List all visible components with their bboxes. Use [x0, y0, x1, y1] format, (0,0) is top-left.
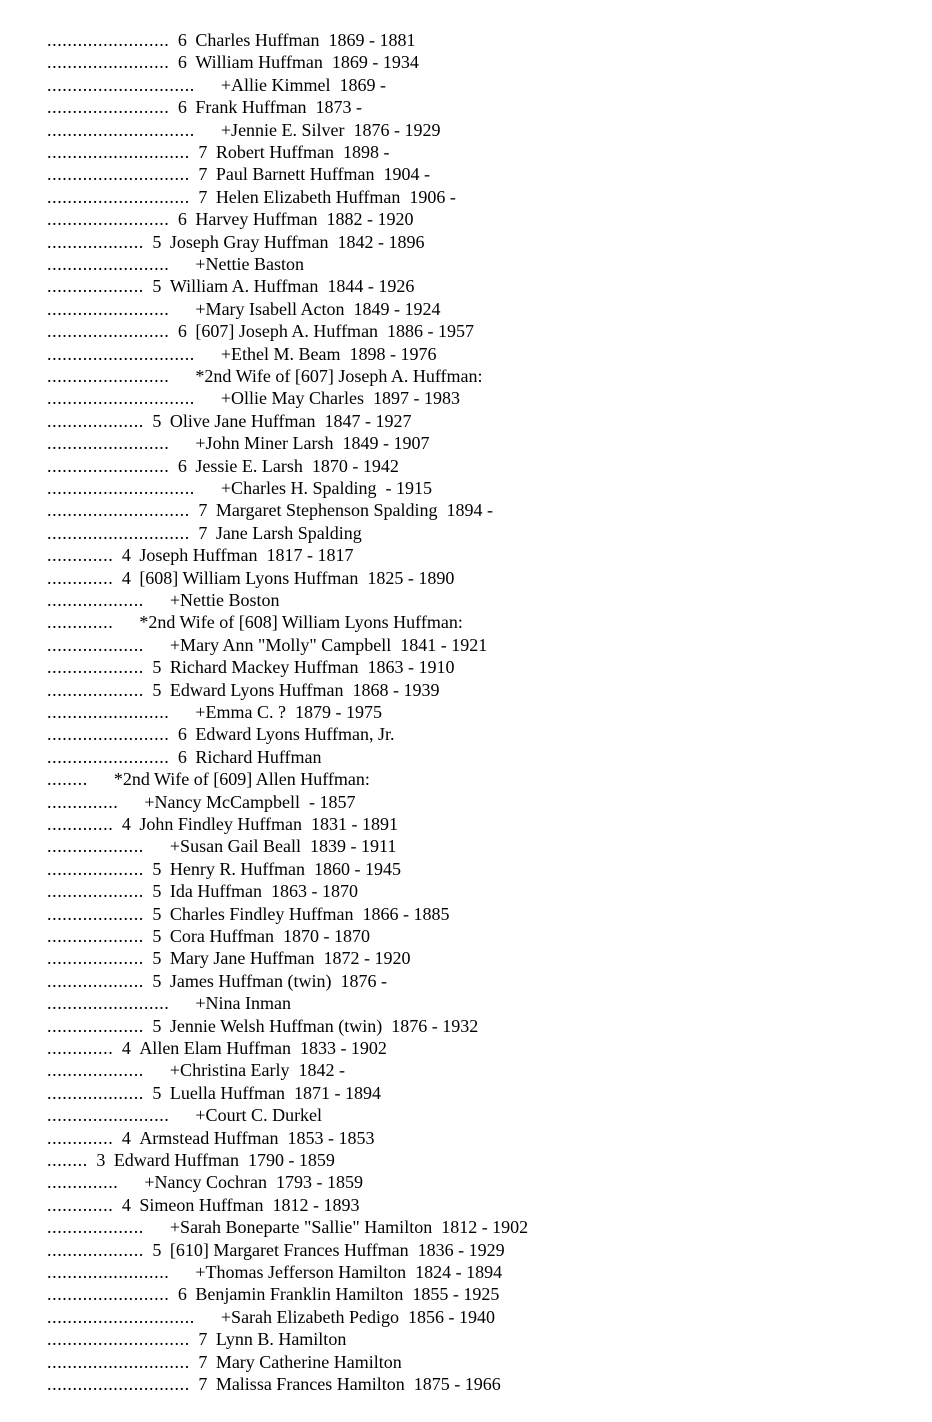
generation-number: 6: [177, 97, 187, 118]
leader-dots: ..............: [47, 1172, 119, 1193]
leader-dots: ...................: [47, 1217, 144, 1238]
spouse-entry: +Ollie May Charles 1897 - 1983: [220, 388, 461, 409]
leader-dots: ...................: [47, 679, 144, 700]
person-entry: John Findley Huffman 1831 - 1891: [139, 814, 398, 834]
generation-number: 5: [152, 948, 162, 969]
report-line: [47, 723, 395, 745]
report-line: [47, 1037, 387, 1059]
generation-number: 6: [177, 1284, 187, 1305]
report-line: [47, 903, 450, 925]
generation-number: 4: [121, 1194, 131, 1215]
report-line: [47, 1283, 499, 1305]
report-line: [47, 835, 396, 857]
spouse-entry: +Ethel M. Beam 1898 - 1976: [220, 343, 437, 364]
leader-dots: ............................: [47, 186, 190, 207]
report-line: [47, 522, 362, 544]
report-line: [47, 275, 414, 297]
leader-dots: .............................: [47, 1306, 195, 1327]
leader-dots: ........: [47, 1150, 88, 1170]
person-entry: Benjamin Franklin Hamilton 1855 - 1925: [195, 1284, 500, 1305]
spouse-entry: +Allie Kimmel 1869 -: [220, 74, 387, 95]
leader-dots: ........................: [47, 52, 170, 73]
report-line: [47, 947, 411, 969]
leader-dots: ...................: [47, 970, 144, 991]
person-entry: Henry R. Huffman 1860 - 1945: [169, 858, 402, 879]
person-entry: Richard Mackey Huffman 1863 - 1910: [169, 657, 455, 678]
leader-dots: .............................: [47, 388, 195, 409]
report-line: [47, 1351, 402, 1373]
person-entry: [608] William Lyons Huffman 1825 - 1890: [139, 567, 455, 588]
generation-number: 5: [152, 858, 162, 879]
additional-spouse-note: *2nd Wife of [608] William Lyons Huffman:: [139, 612, 463, 633]
report-line: [47, 611, 463, 633]
leader-dots: ...................: [47, 903, 144, 924]
report-line: [47, 992, 291, 1014]
leader-dots: ...................: [47, 858, 144, 879]
leader-dots: ........: [47, 769, 88, 790]
report-line: [47, 365, 482, 387]
leader-dots: .............................: [47, 119, 195, 140]
report-line: [47, 1127, 374, 1149]
person-entry: Helen Elizabeth Huffman 1906 -: [215, 186, 456, 207]
spouse-entry: +Emma C. ? 1879 - 1975: [195, 702, 383, 722]
person-entry: [610] Margaret Frances Huffman 1836 - 1929: [169, 1239, 505, 1260]
person-entry: Jennie Welsh Huffman (twin) 1876 - 1932: [169, 1015, 479, 1036]
leader-dots: ........................: [47, 746, 170, 767]
person-entry: Edward Huffman 1790 - 1859: [113, 1150, 335, 1170]
leader-dots: ...................: [47, 657, 144, 678]
person-entry: Edward Lyons Huffman, Jr.: [195, 724, 395, 745]
person-entry: Paul Barnett Huffman 1904 -: [215, 164, 430, 185]
person-entry: Mary Catherine Hamilton: [215, 1351, 402, 1372]
report-line: [47, 1216, 528, 1238]
report-line: [47, 1015, 478, 1037]
generation-number: 7: [198, 1374, 208, 1394]
leader-dots: ...................: [47, 948, 144, 969]
leader-dots: ............................: [47, 1351, 190, 1372]
generation-number: 5: [152, 276, 162, 297]
report-line: [47, 589, 280, 611]
person-entry: Simeon Huffman 1812 - 1893: [139, 1194, 360, 1215]
spouse-entry: +Thomas Jefferson Hamilton 1824 - 1894: [195, 1262, 503, 1282]
spouse-entry: +Christina Early 1842 -: [169, 1060, 346, 1081]
person-entry: William A. Huffman 1844 - 1926: [169, 276, 415, 297]
leader-dots: ........................: [47, 30, 170, 50]
generation-number: 5: [152, 903, 162, 924]
generation-number: 5: [152, 970, 162, 991]
report-line: [47, 634, 487, 656]
leader-dots: ...................: [47, 881, 144, 902]
report-line: [47, 1239, 505, 1261]
report-line: [47, 567, 454, 589]
report-line: [47, 656, 455, 678]
person-entry: Jane Larsh Spalding: [215, 522, 362, 543]
person-entry: Richard Huffman: [195, 746, 322, 767]
spouse-entry: +Nettie Boston: [169, 590, 280, 610]
generation-number: 5: [152, 1239, 162, 1260]
leader-dots: ........................: [47, 433, 170, 454]
report-line: [47, 186, 456, 208]
spouse-entry: +Mary Ann "Molly" Campbell 1841 - 1921: [169, 634, 488, 655]
person-entry: Frank Huffman 1873 -: [195, 97, 363, 118]
leader-dots: ...................: [47, 634, 144, 655]
generation-number: 4: [121, 1127, 131, 1148]
spouse-entry: +Nettie Baston: [195, 254, 305, 274]
leader-dots: ........................: [47, 724, 170, 745]
report-line: [47, 791, 356, 813]
report-line: [47, 1149, 335, 1171]
person-entry: Malissa Frances Hamilton 1875 - 1966: [215, 1374, 501, 1394]
leader-dots: ........................: [47, 298, 170, 319]
report-line: [47, 701, 382, 723]
report-line: [47, 1261, 502, 1283]
leader-dots: ...................: [47, 1239, 144, 1260]
report-line: [47, 813, 398, 835]
report-line: [47, 970, 387, 992]
report-line: [47, 29, 416, 51]
generation-number: 5: [152, 881, 162, 902]
report-line: [47, 343, 437, 365]
leader-dots: ...................: [47, 1060, 144, 1081]
generation-number: 5: [152, 679, 162, 700]
leader-dots: ...................: [47, 410, 144, 431]
report-line: [47, 455, 399, 477]
spouse-entry: +Sarah Boneparte "Sallie" Hamilton 1812 - 1902: [169, 1217, 529, 1238]
person-entry: William Huffman 1869 - 1934: [195, 52, 419, 73]
report-line: [47, 858, 401, 880]
generation-number: 3: [96, 1150, 106, 1170]
leader-dots: ........................: [47, 321, 170, 342]
report-line: [47, 74, 386, 96]
report-line: [47, 1171, 363, 1193]
generation-number: 5: [152, 926, 162, 946]
report-line: [47, 51, 419, 73]
leader-dots: ...................: [47, 231, 144, 252]
person-entry: Joseph Gray Huffman 1842 - 1896: [169, 231, 425, 252]
report-line: [47, 96, 362, 118]
additional-spouse-note: *2nd Wife of [607] Joseph A. Huffman:: [195, 366, 483, 386]
report-line: [47, 925, 370, 947]
spouse-entry: +Mary Isabell Acton 1849 - 1924: [195, 298, 441, 319]
leader-dots: ............................: [47, 164, 190, 185]
spouse-entry: +Sarah Elizabeth Pedigo 1856 - 1940: [220, 1306, 496, 1327]
generation-number: 4: [121, 545, 131, 566]
leader-dots: ............................: [47, 522, 190, 543]
leader-dots: ........................: [47, 1262, 170, 1282]
leader-dots: ...................: [47, 926, 144, 946]
generation-number: 4: [121, 1038, 131, 1058]
report-line: [47, 231, 425, 253]
leader-dots: ........................: [47, 97, 170, 118]
generation-number: 6: [177, 30, 187, 50]
leader-dots: .............: [47, 1127, 114, 1148]
person-entry: [607] Joseph A. Huffman 1886 - 1957: [195, 321, 475, 342]
leader-dots: ........................: [47, 254, 170, 274]
spouse-entry: +Jennie E. Silver 1876 - 1929: [220, 119, 441, 140]
report-line: [47, 1373, 501, 1395]
spouse-entry: +Nancy McCampbell - 1857: [144, 791, 356, 812]
leader-dots: ........................: [47, 702, 170, 722]
leader-dots: .............: [47, 612, 114, 633]
report-line: [47, 1104, 322, 1126]
leader-dots: ........................: [47, 1105, 170, 1126]
report-line: [47, 320, 474, 342]
leader-dots: ............................: [47, 1374, 190, 1394]
leader-dots: .............: [47, 545, 114, 566]
leader-dots: ........................: [47, 455, 170, 476]
report-line: [47, 208, 414, 230]
leader-dots: ...................: [47, 590, 144, 610]
person-entry: Joseph Huffman 1817 - 1817: [139, 545, 354, 566]
report-line: [47, 1328, 346, 1350]
person-entry: Cora Huffman 1870 - 1870: [169, 926, 371, 946]
leader-dots: ............................: [47, 500, 190, 521]
spouse-entry: +Court C. Durkel: [195, 1105, 323, 1126]
report-line: [47, 410, 412, 432]
generation-number: 7: [198, 522, 208, 543]
leader-dots: ........................: [47, 993, 170, 1014]
generation-number: 6: [177, 209, 187, 230]
report-line: [47, 544, 353, 566]
leader-dots: .............: [47, 1038, 114, 1058]
generation-number: 6: [177, 52, 187, 73]
report-line: [47, 387, 460, 409]
leader-dots: ............................: [47, 1329, 190, 1350]
report-line: [47, 253, 304, 275]
person-entry: Robert Huffman 1898 -: [215, 142, 390, 162]
leader-dots: ...................: [47, 1082, 144, 1103]
leader-dots: ...................: [47, 276, 144, 297]
leader-dots: .............................: [47, 478, 195, 498]
report-line: [47, 499, 493, 521]
leader-dots: ..............: [47, 791, 119, 812]
person-entry: Charles Huffman 1869 - 1881: [195, 30, 416, 50]
leader-dots: ........................: [47, 366, 170, 386]
leader-dots: ............................: [47, 142, 190, 162]
report-line: [47, 163, 430, 185]
spouse-entry: +Susan Gail Beall 1839 - 1911: [169, 836, 397, 857]
report-line: [47, 768, 370, 790]
generation-number: 7: [198, 500, 208, 521]
generation-number: 5: [152, 1082, 162, 1103]
generation-number: 4: [121, 814, 131, 834]
generation-number: 5: [152, 657, 162, 678]
person-entry: Armstead Huffman 1853 - 1853: [139, 1127, 375, 1148]
person-entry: Luella Huffman 1871 - 1894: [169, 1082, 382, 1103]
generation-number: 6: [177, 724, 187, 745]
person-entry: Charles Findley Huffman 1866 - 1885: [169, 903, 450, 924]
generation-number: 5: [152, 231, 162, 252]
generation-number: 5: [152, 1015, 162, 1036]
person-entry: Margaret Stephenson Spalding 1894 -: [215, 500, 493, 521]
report-line: [47, 432, 430, 454]
leader-dots: ...................: [47, 1015, 144, 1036]
report-line: [47, 1059, 345, 1081]
generation-number: 7: [198, 142, 208, 162]
generation-number: 5: [152, 410, 162, 431]
person-entry: Allen Elam Huffman 1833 - 1902: [139, 1038, 387, 1058]
spouse-entry: +Nancy Cochran 1793 - 1859: [144, 1172, 364, 1193]
report-line: [47, 1194, 359, 1216]
person-entry: Jessie E. Larsh 1870 - 1942: [195, 455, 399, 476]
report-line: [47, 119, 441, 141]
report-line: [47, 1082, 381, 1104]
person-entry: Ida Huffman 1863 - 1870: [169, 881, 359, 902]
generation-number: 7: [198, 1351, 208, 1372]
generation-number: 6: [177, 455, 187, 476]
report-line: [47, 1306, 495, 1328]
report-line: [47, 477, 432, 499]
leader-dots: ...................: [47, 836, 144, 857]
generation-number: 6: [177, 321, 187, 342]
person-entry: Edward Lyons Huffman 1868 - 1939: [169, 679, 440, 700]
generation-number: 7: [198, 1329, 208, 1350]
report-line: [47, 746, 322, 768]
leader-dots: .............................: [47, 343, 195, 364]
leader-dots: ........................: [47, 209, 170, 230]
leader-dots: ........................: [47, 1284, 170, 1305]
generation-number: 4: [121, 567, 131, 588]
person-entry: Mary Jane Huffman 1872 - 1920: [169, 948, 411, 969]
report-line: [47, 298, 441, 320]
person-entry: Lynn B. Hamilton: [215, 1329, 347, 1350]
report-line: [47, 141, 389, 163]
spouse-entry: +Charles H. Spalding - 1915: [220, 478, 433, 498]
generation-number: 7: [198, 186, 208, 207]
additional-spouse-note: *2nd Wife of [609] Allen Huffman:: [113, 769, 370, 790]
spouse-entry: +Nina Inman: [195, 993, 292, 1014]
spouse-entry: +John Miner Larsh 1849 - 1907: [195, 433, 430, 454]
generation-number: 6: [177, 746, 187, 767]
leader-dots: .............: [47, 567, 114, 588]
leader-dots: .............................: [47, 74, 195, 95]
leader-dots: .............: [47, 1194, 114, 1215]
generation-number: 7: [198, 164, 208, 185]
report-line: [47, 679, 440, 701]
person-entry: James Huffman (twin) 1876 -: [169, 970, 388, 991]
person-entry: Olive Jane Huffman 1847 - 1927: [169, 410, 412, 431]
leader-dots: .............: [47, 814, 114, 834]
report-line: [47, 880, 358, 902]
person-entry: Harvey Huffman 1882 - 1920: [195, 209, 414, 230]
